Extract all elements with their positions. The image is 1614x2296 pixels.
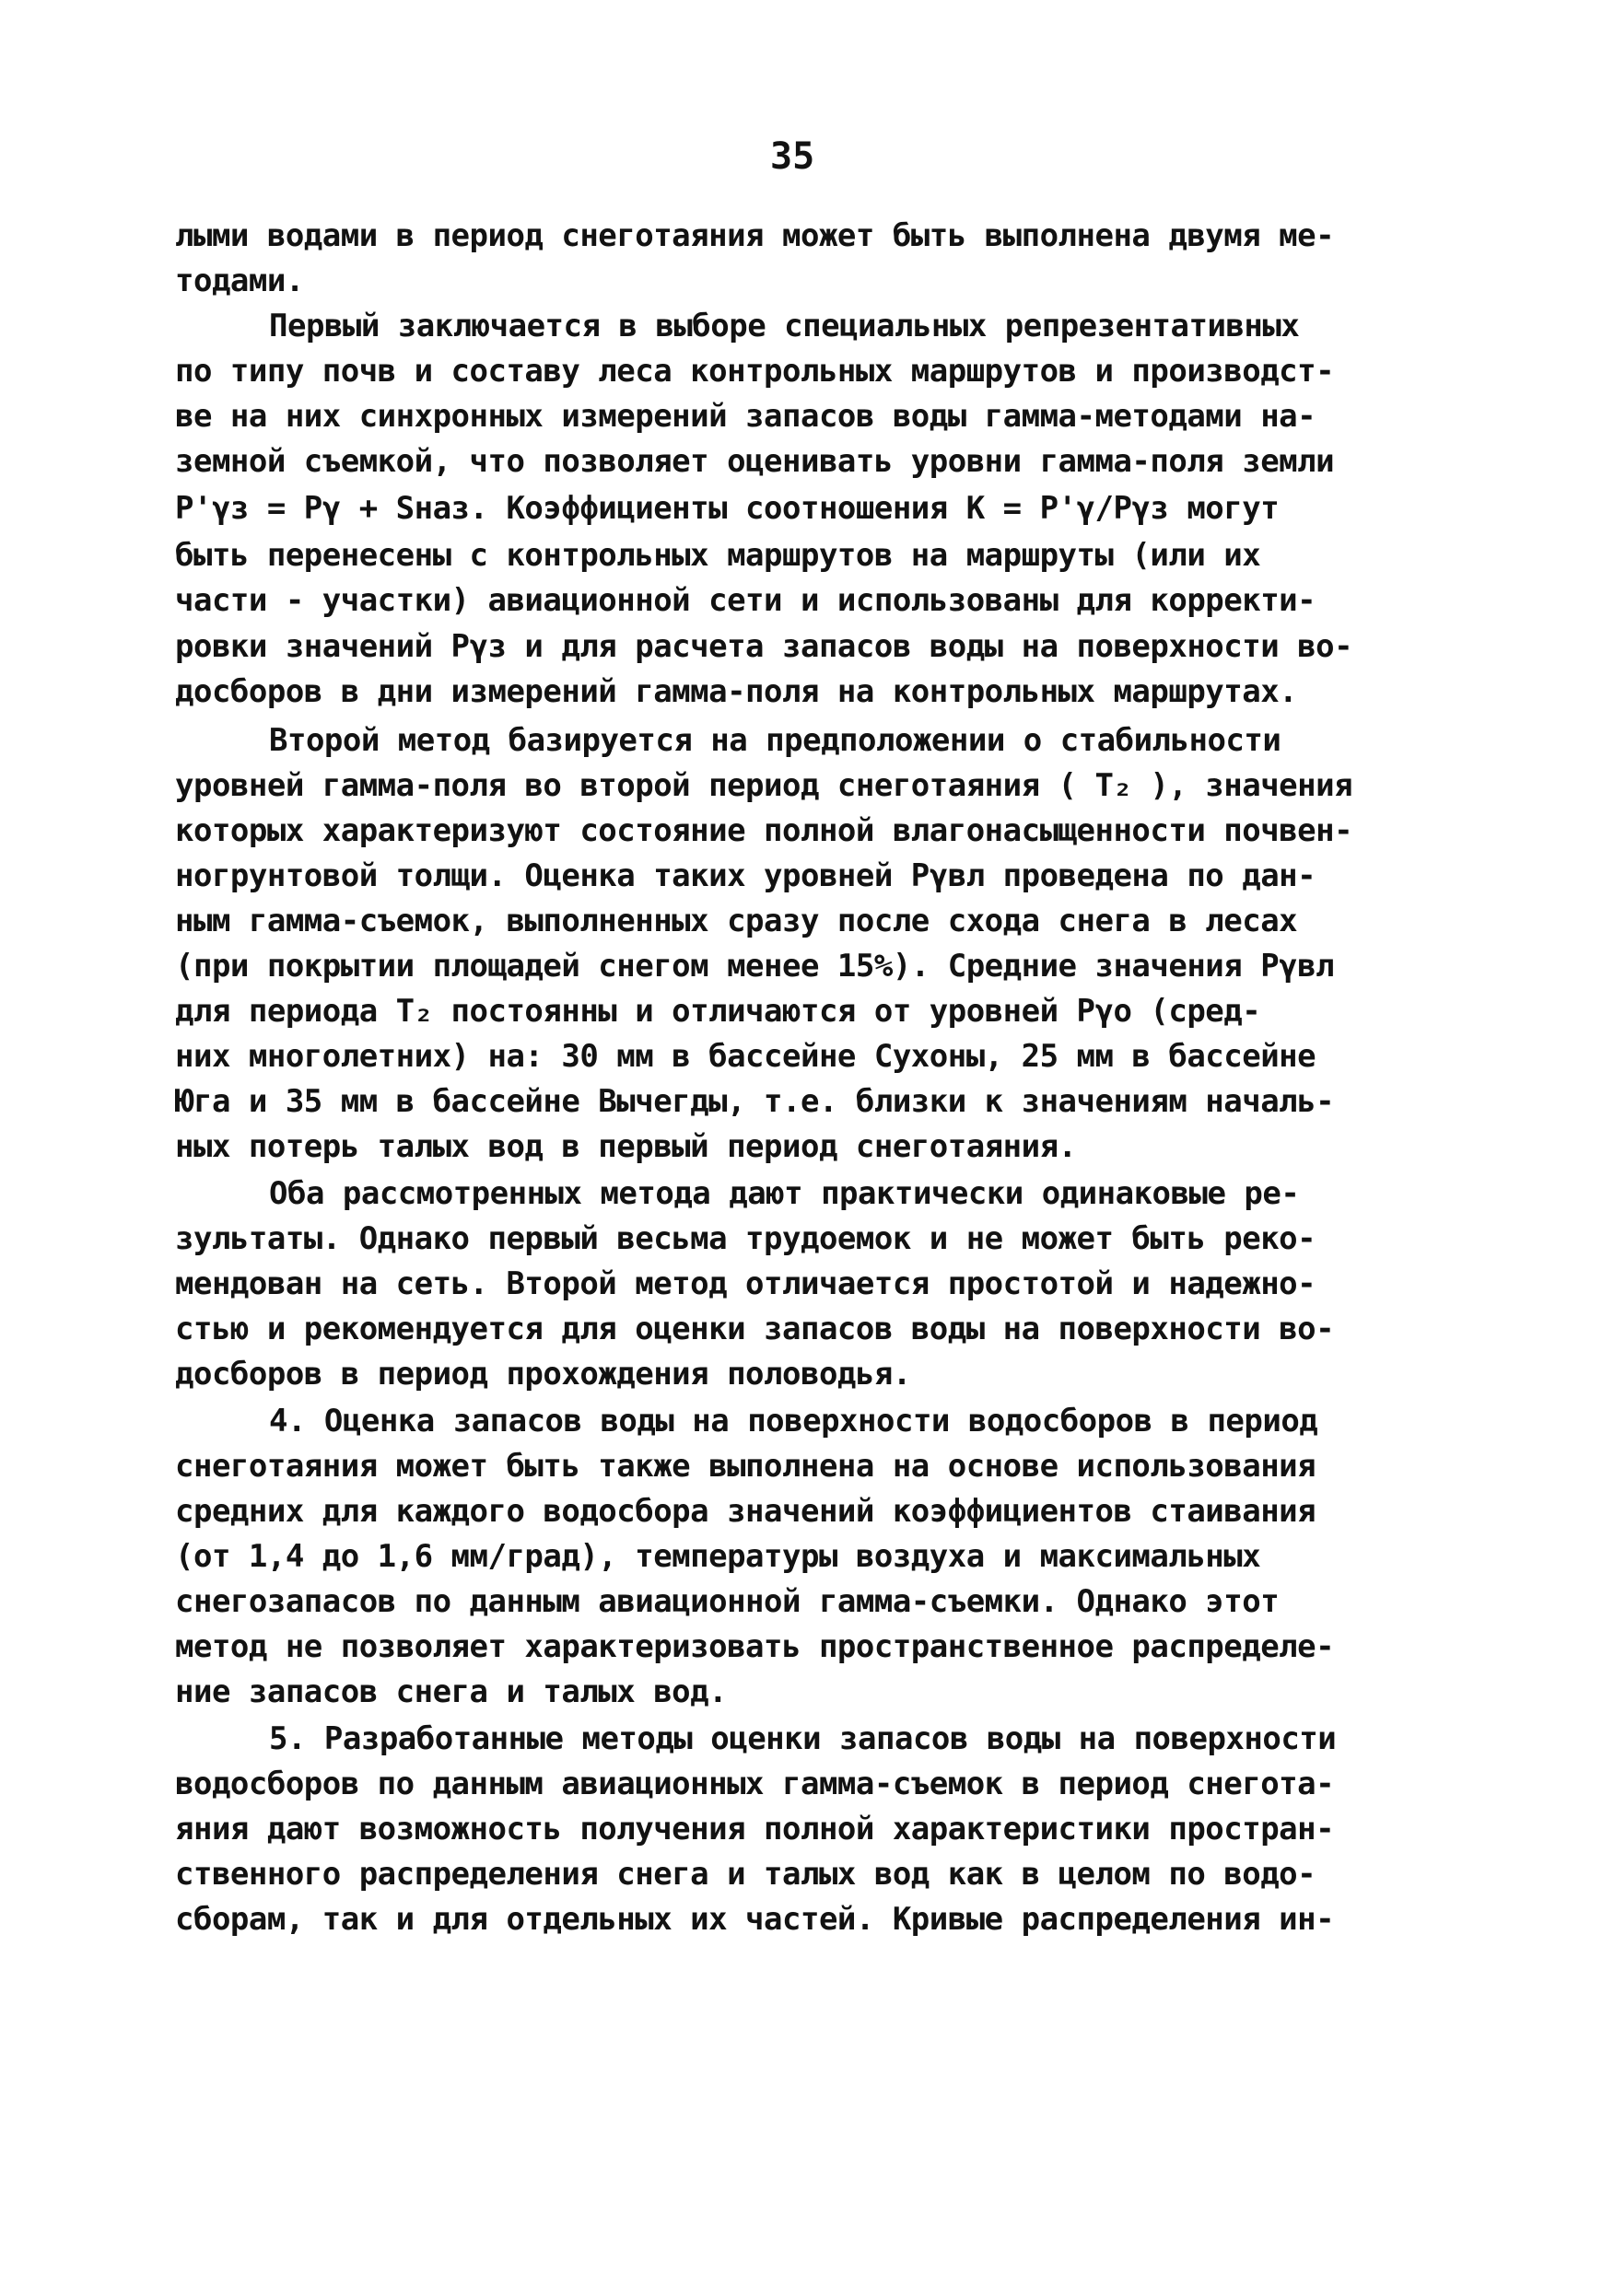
text-line: досборов в период прохождения половодья. xyxy=(175,1356,911,1393)
text-line: метод не позволяет характеризовать пространственное распределе- xyxy=(175,1628,1335,1665)
text-line: водосборов по данным авиационных гамма-съемок в период снегота- xyxy=(175,1766,1335,1802)
text-line: по типу почв и составу леса контрольных маршрутов и производст- xyxy=(175,353,1335,390)
text-line: ственного распределения снега и талых вод как в целом по водо- xyxy=(175,1856,1316,1893)
text-line: быть перенесены с контрольных маршрутов на маршруты (или их xyxy=(175,537,1261,574)
text-line: снегозапасов по данным авиационной гамма-съемки. Однако этот xyxy=(175,1583,1280,1620)
text-line: них многолетних) на: 30 мм в бассейне Сухоны, 25 мм в бассейне xyxy=(175,1038,1316,1075)
text-line: которых характеризуют состояние полной влагонасыщенности почвен- xyxy=(175,812,1353,849)
text-line: ным гамма-съемок, выполненных сразу после схода снега в лесах xyxy=(175,903,1298,939)
text-line: Второй метод базируется на предположении о стабильности xyxy=(269,722,1281,759)
text-line: Юга и 35 мм в бассейне Вычегды, т.е. близки к значениям началь- xyxy=(175,1083,1335,1120)
text-line: лыми водами в период снеготаяния может быть выполнена двумя ме- xyxy=(175,217,1335,254)
formula-line: P'γз = Pγ + Sназ. Коэффициенты соотношения K = P'γ/Pγз могут xyxy=(175,490,1280,527)
page-number: 35 xyxy=(770,135,815,178)
text-line: досборов в дни измерений гамма-поля на контрольных маршрутах. xyxy=(175,673,1298,710)
text-line: стью и рекомендуется для оценки запасов воды на поверхности во- xyxy=(175,1311,1335,1347)
text-line: средних для каждого водосбора значений коэффициентов стаивания xyxy=(175,1493,1316,1530)
text-line: (при покрытии площадей снегом менее 15%). Средние значения Pγвл xyxy=(175,948,1335,985)
text-line: части - участки) авиационной сети и использованы для корректи- xyxy=(175,582,1316,619)
text-line: ровки значений Pγз и для расчета запасов воды на поверхности во- xyxy=(175,628,1353,665)
text-line: ве на них синхронных измерений запасов воды гамма-методами на- xyxy=(175,398,1316,435)
text-line: сборам, так и для отдельных их частей. Кривые распределения ин- xyxy=(175,1901,1335,1938)
text-line: ногрунтовой толщи. Оценка таких уровней Pγвл проведена по дан- xyxy=(175,857,1316,894)
text-line: Первый заключается в выборе специальных репрезентативных xyxy=(269,308,1300,344)
text-line: уровней гамма-поля во второй период снеготаяния ( T₂ ), значения xyxy=(175,767,1353,804)
text-line: зультаты. Однако первый весьма трудоемок и не может быть реко- xyxy=(175,1220,1316,1257)
text-line: ных потерь талых вод в первый период снеготаяния. xyxy=(175,1128,1077,1165)
text-line: 5. Разработанные методы оценки запасов воды на поверхности xyxy=(269,1720,1337,1757)
text-line: (от 1,4 до 1,6 мм/град), температуры воздуха и максимальных xyxy=(175,1538,1261,1575)
text-line: для периода T₂ постоянны и отличаются от уровней Pγо (сред- xyxy=(175,993,1261,1030)
text-line: 4. Оценка запасов воды на поверхности водосборов в период xyxy=(269,1403,1318,1439)
text-line: земной съемкой, что позволяет оценивать уровни гамма-поля земли xyxy=(175,443,1335,480)
text-line: Оба рассмотренных метода дают практически одинаковые ре- xyxy=(269,1175,1300,1212)
text-line: тодами. xyxy=(175,262,304,299)
text-line: яния дают возможность получения полной характеристики простран- xyxy=(175,1811,1335,1847)
text-line: снеготаяния может быть также выполнена на основе использования xyxy=(175,1448,1316,1485)
text-line: ние запасов снега и талых вод. xyxy=(175,1673,728,1710)
text-line: мендован на сеть. Второй метод отличается простотой и надежно- xyxy=(175,1265,1316,1302)
